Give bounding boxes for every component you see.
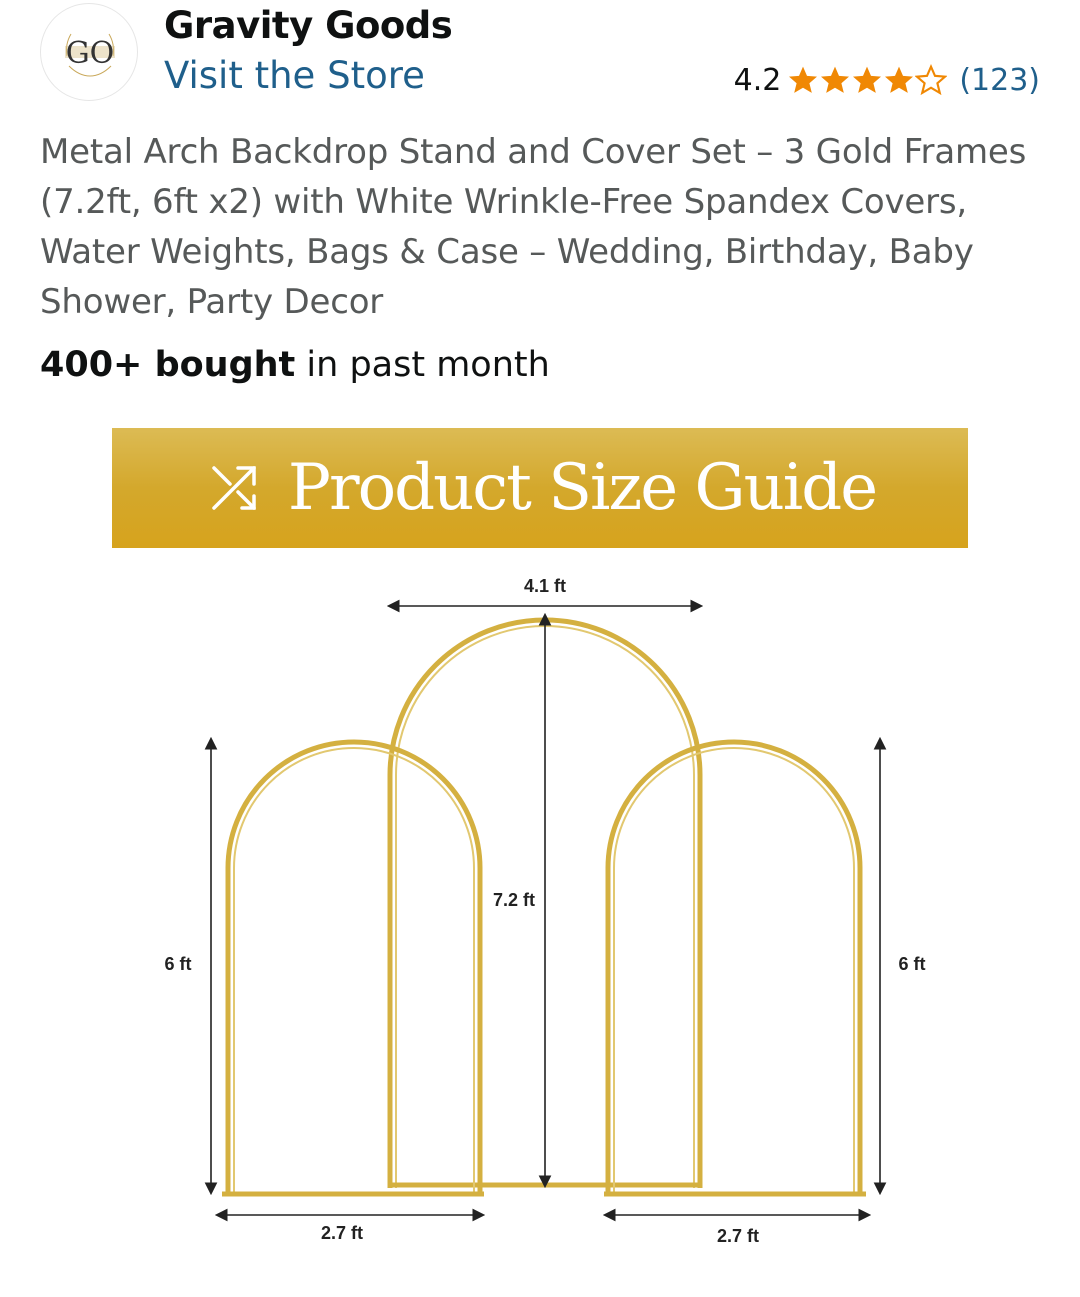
store-logo[interactable] [40, 3, 138, 101]
left-width-label: 2.7 ft [320, 1223, 364, 1243]
bought-count: 400+ bought [40, 345, 296, 385]
bought-period: in past month [295, 345, 550, 385]
store-logo-emblem [41, 4, 139, 102]
svg-text:GO: GO [65, 36, 115, 71]
star-full-icon [851, 64, 883, 96]
review-count-link[interactable]: (123) [959, 62, 1040, 98]
right-height-label: 6 ft [898, 954, 926, 974]
bought-in-past-month [40, 345, 550, 385]
product-title: Metal Arch Backdrop Stand and Cover Set – 3 Gold Frames (7.2ft, 6ft x2) with White Wrinkle-Free Spandex Covers, Water Weights, Bags & Case – Wedding, Birthday, Baby Shower, Party Decor [40, 132, 1027, 322]
rating-summary[interactable] [734, 60, 1040, 100]
rating-value: 4.2 [733, 62, 782, 98]
star-empty-icon [915, 64, 947, 96]
visit-store-link[interactable]: Visit the Store [164, 54, 425, 97]
dimension-lines [211, 606, 880, 1215]
left-arch-frame [222, 742, 484, 1195]
top-width-label: 4.1 ft [523, 576, 567, 596]
arch-size-diagram [0, 560, 1080, 1260]
right-width-label: 2.7 ft [716, 1226, 760, 1246]
resize-arrows-icon [204, 458, 264, 518]
star-full-icon [883, 64, 915, 96]
size-guide-title: Product Size Guide [287, 451, 877, 525]
store-name[interactable]: Gravity Goods [164, 4, 453, 47]
left-height-label: 6 ft [164, 954, 192, 974]
right-arch-frame [604, 742, 866, 1195]
center-height-label: 7.2 ft [492, 890, 536, 910]
size-guide-banner [112, 428, 968, 548]
star-full-icon [787, 64, 819, 96]
star-full-icon [819, 64, 851, 96]
star-rating[interactable] [787, 64, 947, 96]
